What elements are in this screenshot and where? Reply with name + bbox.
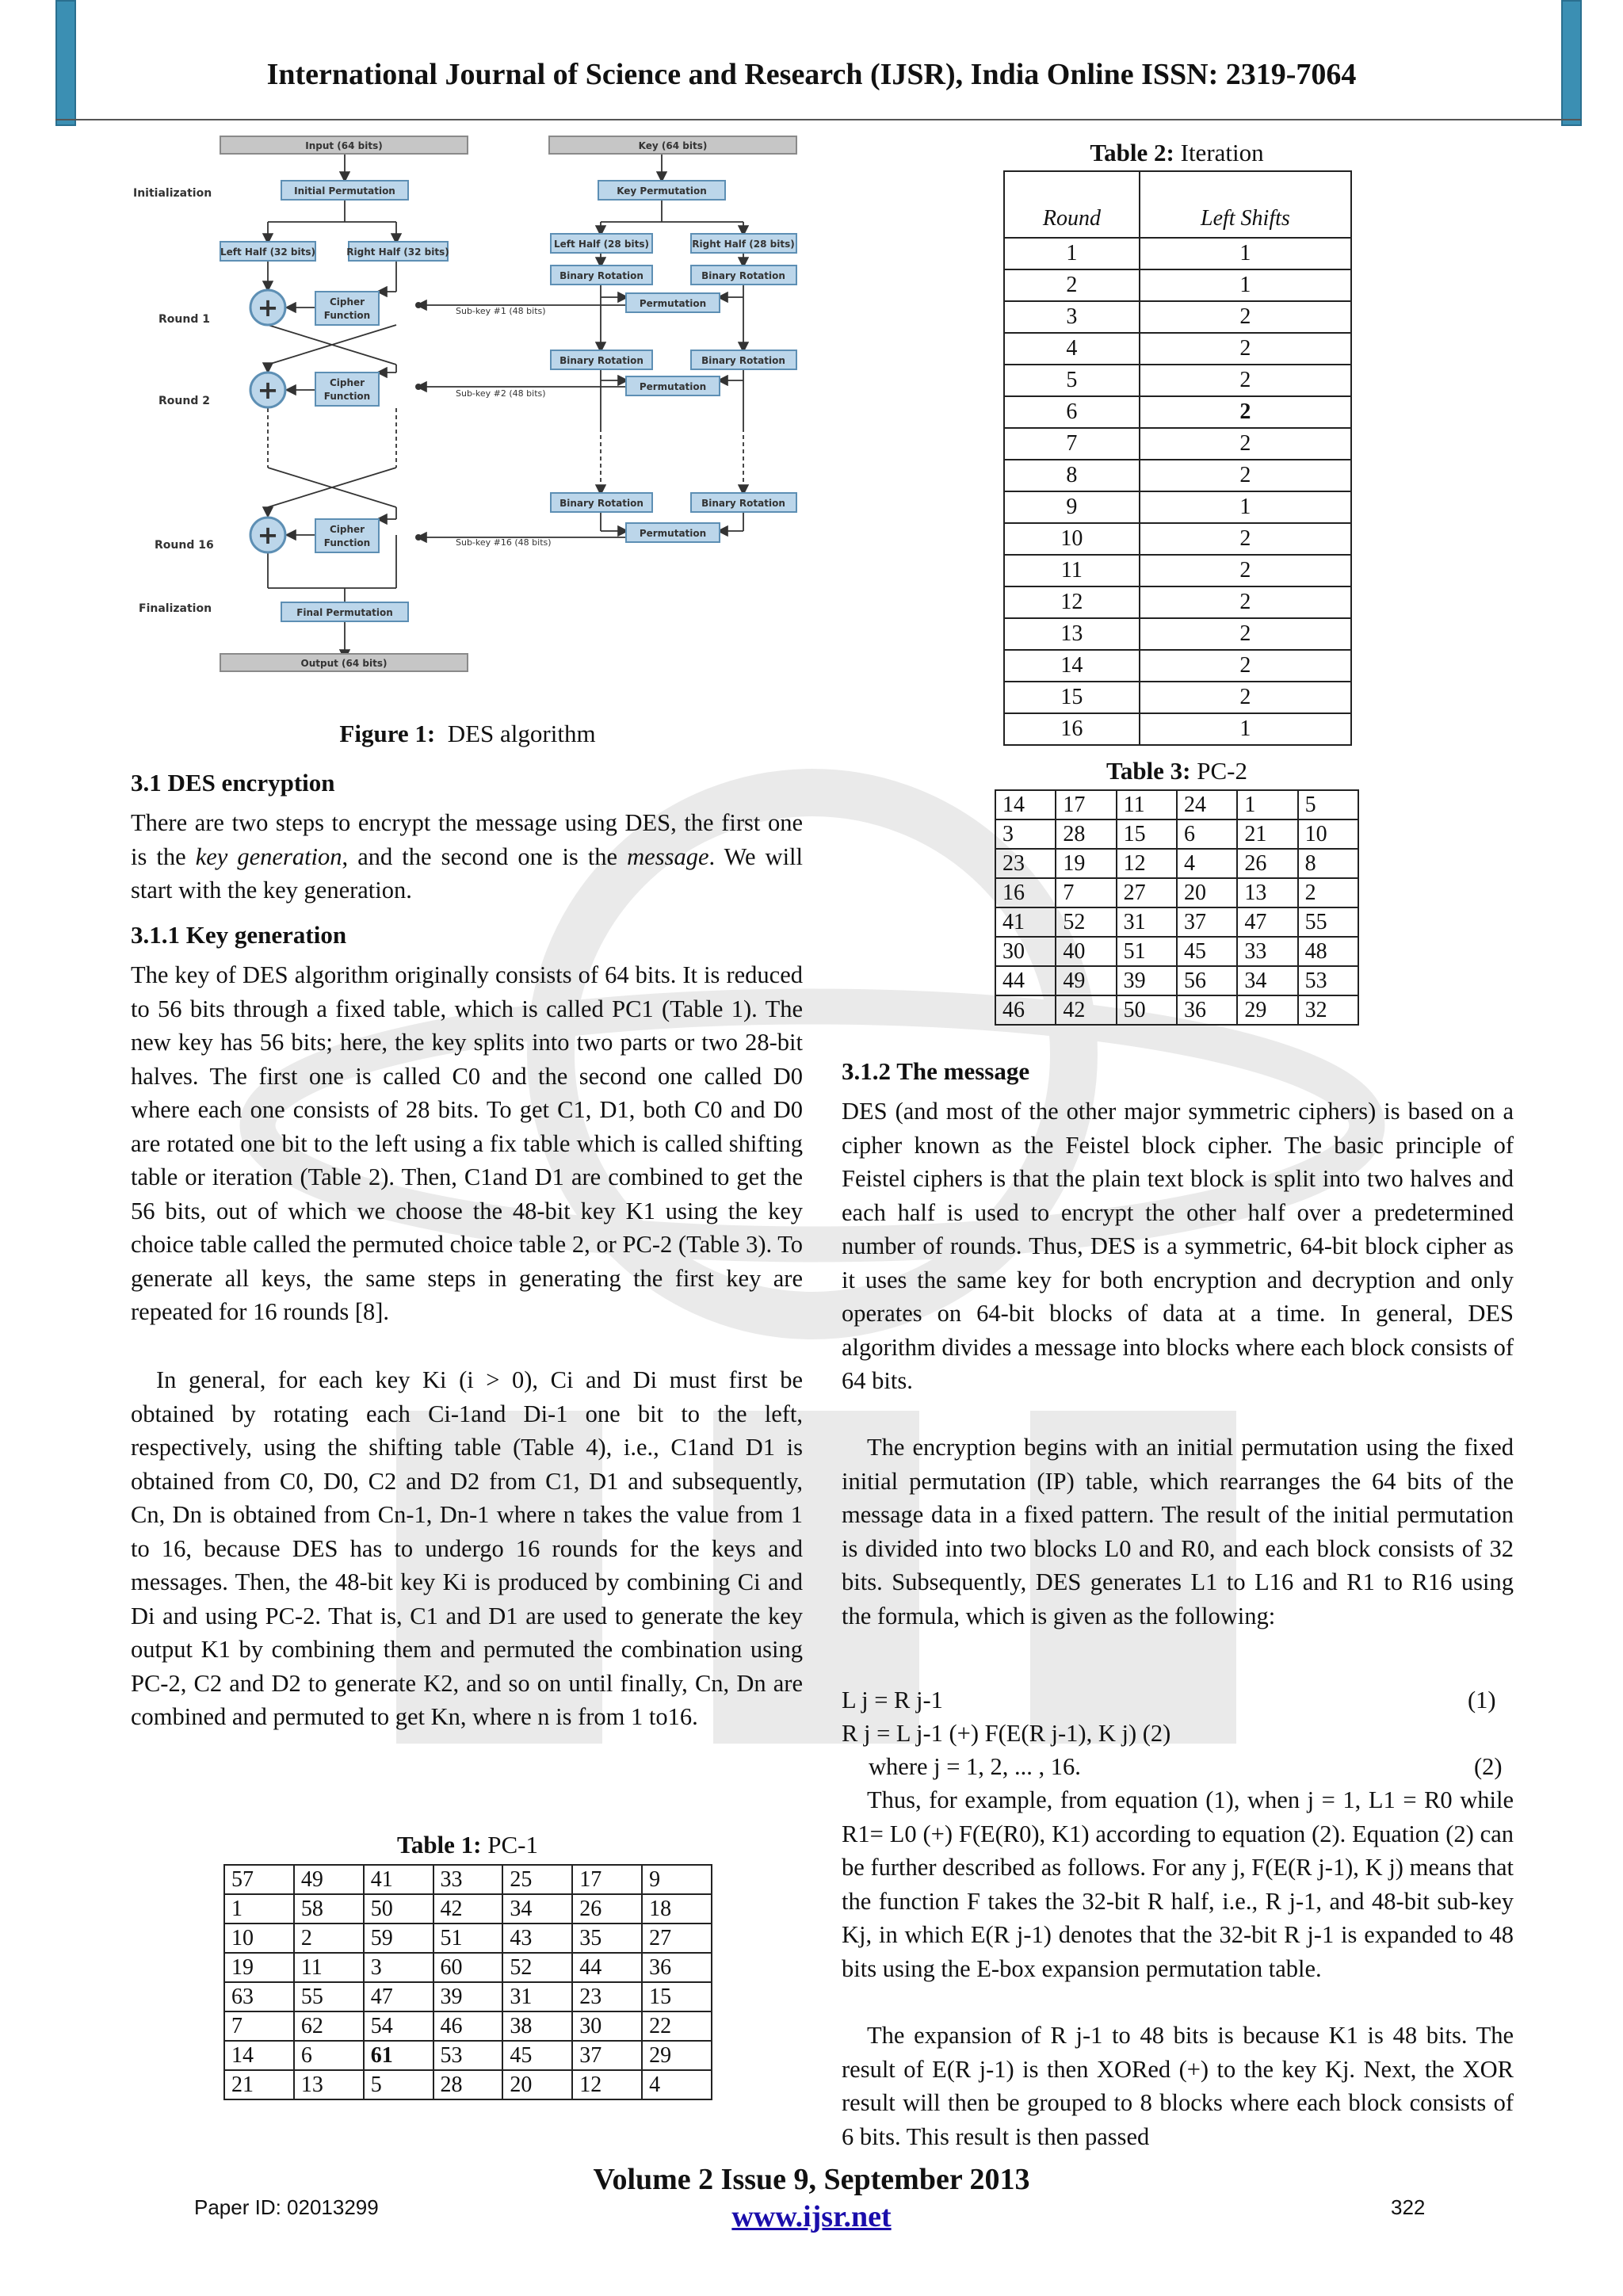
- pc1-cell: 27: [642, 1924, 712, 1953]
- pc2-row: [995, 995, 1358, 1025]
- pc2-cell: 15: [1117, 819, 1177, 849]
- equation-range-number: (2): [1474, 1753, 1503, 1780]
- pc2-cell: 46: [995, 995, 1056, 1025]
- pc1-cell: 49: [294, 1865, 364, 1894]
- pc1-cell: 34: [502, 1894, 572, 1924]
- pc2-cell: 1: [1237, 790, 1297, 819]
- pc2-cell: 34: [1237, 966, 1297, 995]
- pc2-cell: 19: [1056, 849, 1116, 878]
- pc1-row: [224, 1865, 712, 1894]
- pc2-cell: 13: [1237, 878, 1297, 907]
- pc1-cell: 43: [502, 1924, 572, 1953]
- pc1-cell: 42: [433, 1894, 503, 1924]
- pc2-cell: 26: [1237, 849, 1297, 878]
- iteration-row: [1004, 618, 1351, 650]
- pc2-cell: 30: [995, 937, 1056, 966]
- iteration-row: [1004, 555, 1351, 586]
- iteration-cell: 1: [1140, 491, 1351, 523]
- message-paragraph-1: DES (and most of the other major symmetric ciphers) is based on a cipher known as the Feistel block cipher. The basic principle of Feistel ciphers is that the plain text block is split into two halves and each half is used to encrypt the other half over a predetermined number of rounds. Thus, DES is a symmetric, 64-bit block cipher as it uses the same key for both encryption and decryption and only operates on 64-bit blocks of data at a time. In general, DES algorithm divides a message into blocks where each block consists of 64 bits.: [842, 1098, 1514, 1394]
- pc1-cell: 23: [572, 1982, 642, 2011]
- pc2-row: [995, 878, 1358, 907]
- message-paragraph-4: The expansion of R j-1 to 48 bits is because K1 is 48 bits. The result of E(R j-1) is then XORed (+) to the key Kj. Next, the XOR result will then be grouped to 8 blocks where each block consists of 6 bits. This result is then passed: [842, 2022, 1514, 2150]
- pc1-cell: 25: [502, 1865, 572, 1894]
- iteration-row: [1004, 460, 1351, 491]
- svg-text:Cipher: Cipher: [329, 296, 365, 308]
- key-generation-paragraph-2: In general, for each key Ki (i > 0), Ci and Di must first be obtained by rotating each Ci-1and Di-1 one bit to the left, respectively, using the shifting table (Table 4), i.e., C1and D1 is obtained from C0, D0, C2 and D2 from C1, D1 and subsequently, Cn, Dn is obtained from Cn-1, Dn-1 where n takes the value from 1 to 16, because DES has to undergo 16 rounds for the keys and messages. Then, the 48-bit key Ki is produced by combining Ci and Di and using PC-2. That is, C1 and D1 are used to generate the key output K1 by combining them and permuted the combination using PC-2, C2 and D2 to generate K2, and so on until finally, Cn, Dn are combined and permuted to get Kn, where n is from 1 to16.: [131, 1366, 803, 1730]
- svg-text:+: +: [257, 375, 279, 405]
- iteration-cell: 1: [1140, 713, 1351, 745]
- pc1-cell: 62: [294, 2011, 364, 2041]
- message-paragraph-3: Thus, for example, from equation (1), when j = 1, L1 = R0 while R1= L0 (+) F(E(R0), K1) according to equation (2). Equation (2) can be further described as follows. For any j, F(E(R j-1), K j) means that the function F takes the 32-bit R half, i.e., R j-1, and 48-bit sub-key Kj, in which E(R j-1) denotes that the 32-bit R j-1 is expanded to 48 bits using the E-box expansion permutation table.: [842, 1786, 1514, 1982]
- iteration-cell: 13: [1004, 618, 1140, 650]
- svg-text:Permutation: Permutation: [639, 298, 707, 309]
- footer-volume: Volume 2 Issue 9, September 2013: [593, 2163, 1030, 2196]
- pc2-cell: 10: [1298, 819, 1358, 849]
- iteration-row: [1004, 269, 1351, 301]
- iteration-col-shifts: Left Shifts: [1140, 171, 1351, 238]
- svg-text:Function: Function: [323, 310, 371, 321]
- table-pc1: [223, 1864, 712, 2100]
- iteration-row: [1004, 523, 1351, 555]
- svg-text:Sub-key #2 (48 bits): Sub-key #2 (48 bits): [456, 388, 546, 399]
- pc1-cell: 35: [572, 1924, 642, 1953]
- pc2-cell: 3: [995, 819, 1056, 849]
- iteration-cell: 15: [1004, 682, 1140, 713]
- pc1-cell: 45: [502, 2041, 572, 2070]
- pc1-cell: 11: [294, 1953, 364, 1982]
- pc1-row: [224, 2041, 712, 2070]
- footer-url-link[interactable]: www.ijsr.net: [731, 2200, 892, 2233]
- pc1-cell: 3: [364, 1953, 433, 1982]
- pc1-cell: 28: [433, 2070, 503, 2099]
- key-generation-paragraph-1: The key of DES algorithm originally consists of 64 bits. It is reduced to 56 bits through a fixed table, which is called PC1 (Table 1). The new key has 56 bits; here, the key splits into two parts or two 28-bit halves. The first one is called C0 and the second one called D0 where each one consists of 28 bits. To get C1, D1, both C0 and D0 are rotated one bit to the left using a fix table which is called shifting table or iteration (Table 2). Then, C1and D1 are combined to get the 56 bits, out of which we choose the 48-bit key K1 using the key choice table called the permuted choice table 2, or PC-2 (Table 3). To generate all keys, the same steps in generating the first key are repeated for 16 rounds [8].: [131, 961, 803, 1325]
- svg-text:Sub-key #16 (48 bits): Sub-key #16 (48 bits): [456, 537, 552, 548]
- iteration-cell: 12: [1004, 586, 1140, 618]
- iteration-row: [1004, 586, 1351, 618]
- pc1-cell: 13: [294, 2070, 364, 2099]
- pc2-cell: 47: [1237, 907, 1297, 937]
- iteration-row: [1004, 301, 1351, 333]
- svg-text:+: +: [257, 292, 279, 323]
- des-algorithm-figure: [127, 135, 824, 690]
- section-3-1-1-heading: 3.1.1 Key generation: [131, 921, 347, 949]
- pc1-cell: 15: [642, 1982, 712, 2011]
- pc2-cell: 36: [1177, 995, 1237, 1025]
- pc2-cell: 50: [1117, 995, 1177, 1025]
- pc1-cell: 18: [642, 1894, 712, 1924]
- iteration-cell: 14: [1004, 650, 1140, 682]
- pc2-row: [995, 966, 1358, 995]
- pc2-cell: 12: [1117, 849, 1177, 878]
- svg-text:Cipher: Cipher: [329, 377, 365, 388]
- pc1-cell: 38: [502, 2011, 572, 2041]
- svg-text:Initialization: Initialization: [133, 187, 212, 200]
- pc1-cell: 44: [572, 1953, 642, 1982]
- pc1-cell: 50: [364, 1894, 433, 1924]
- pc1-cell: 37: [572, 2041, 642, 2070]
- pc2-row: [995, 790, 1358, 819]
- iteration-cell: 10: [1004, 523, 1140, 555]
- pc2-cell: 33: [1237, 937, 1297, 966]
- iteration-row: [1004, 238, 1351, 269]
- header-rule: [55, 119, 1581, 120]
- table-iteration: [1003, 170, 1352, 746]
- svg-text:Round 2: Round 2: [158, 395, 210, 407]
- pc1-row: [224, 1982, 712, 2011]
- pc2-cell: 23: [995, 849, 1056, 878]
- iteration-cell: 2: [1140, 333, 1351, 365]
- pc1-row: [224, 2011, 712, 2041]
- iteration-cell: 2: [1140, 365, 1351, 396]
- fig-key-label: Key (64 bits): [638, 140, 708, 151]
- iteration-cell: 1: [1004, 238, 1140, 269]
- pc2-cell: 27: [1117, 878, 1177, 907]
- iteration-cell: 6: [1004, 396, 1140, 428]
- svg-text:Round 1: Round 1: [158, 313, 210, 326]
- table3-caption: Table 3: PC-2: [1106, 757, 1248, 785]
- pc1-cell: 55: [294, 1982, 364, 2011]
- iteration-cell: 4: [1004, 333, 1140, 365]
- iteration-cell: 2: [1140, 301, 1351, 333]
- pc2-cell: 39: [1117, 966, 1177, 995]
- pc1-cell: 7: [224, 2011, 294, 2041]
- iteration-cell: 2: [1140, 618, 1351, 650]
- pc1-cell: 19: [224, 1953, 294, 1982]
- svg-text:Binary Rotation: Binary Rotation: [559, 270, 643, 281]
- pc2-cell: 14: [995, 790, 1056, 819]
- pc2-cell: 32: [1298, 995, 1358, 1025]
- iteration-cell: 2: [1004, 269, 1140, 301]
- iteration-cell: 2: [1140, 555, 1351, 586]
- pc2-cell: 45: [1177, 937, 1237, 966]
- iteration-cell: 2: [1140, 650, 1351, 682]
- svg-text:Binary Rotation: Binary Rotation: [701, 498, 785, 509]
- pc1-cell: 63: [224, 1982, 294, 2011]
- equation-1: L j = R j-1: [842, 1687, 943, 1713]
- journal-header: International Journal of Science and Research (IJSR), India Online ISSN: 2319-7064: [266, 58, 1357, 91]
- table1-caption: Table 1: PC-1: [396, 1831, 539, 1859]
- pc2-cell: 28: [1056, 819, 1116, 849]
- pc2-cell: 37: [1177, 907, 1237, 937]
- pc1-cell: 5: [364, 2070, 433, 2099]
- pc2-cell: 21: [1237, 819, 1297, 849]
- iteration-cell: 16: [1004, 713, 1140, 745]
- svg-text:Function: Function: [323, 537, 371, 548]
- iteration-cell: 11: [1004, 555, 1140, 586]
- pc2-cell: 5: [1298, 790, 1358, 819]
- pc1-cell: 4: [642, 2070, 712, 2099]
- svg-text:Binary Rotation: Binary Rotation: [701, 355, 785, 366]
- figure1-caption: Figure 1: DES algorithm: [339, 720, 596, 747]
- pc1-cell: 59: [364, 1924, 433, 1953]
- pc2-cell: 2: [1298, 878, 1358, 907]
- iteration-row: [1004, 396, 1351, 428]
- section-3-1-paragraph: There are two steps to encrypt the message using DES, the first one is the key generation, and the second one is the message. We will start with the key generation.: [131, 809, 804, 904]
- iteration-cell: 9: [1004, 491, 1140, 523]
- pc1-row: [224, 1924, 712, 1953]
- iteration-row: [1004, 365, 1351, 396]
- pc2-cell: 7: [1056, 878, 1116, 907]
- pc1-cell: 9: [642, 1865, 712, 1894]
- equation-range: where j = 1, 2, ... , 16.: [869, 1753, 1081, 1780]
- pc2-cell: 52: [1056, 907, 1116, 937]
- pc1-cell: 20: [502, 2070, 572, 2099]
- iteration-cell: 2: [1140, 396, 1351, 428]
- pc2-row: [995, 819, 1358, 849]
- pc2-cell: 8: [1298, 849, 1358, 878]
- section-3-1-2-heading: 3.1.2 The message: [842, 1057, 1030, 1085]
- pc1-cell: 30: [572, 2011, 642, 2041]
- pc2-cell: 11: [1117, 790, 1177, 819]
- pc1-cell: 26: [572, 1894, 642, 1924]
- svg-text:Permutation: Permutation: [639, 528, 707, 539]
- pc1-cell: 46: [433, 2011, 503, 2041]
- iteration-row: [1004, 333, 1351, 365]
- pc2-cell: 53: [1298, 966, 1358, 995]
- svg-text:Binary Rotation: Binary Rotation: [559, 498, 643, 509]
- pc1-cell: 60: [433, 1953, 503, 1982]
- iteration-row: [1004, 682, 1351, 713]
- pc2-cell: 44: [995, 966, 1056, 995]
- equation-2: R j = L j-1 (+) F(E(R j-1), K j) (2): [842, 1720, 1171, 1747]
- iteration-cell: 2: [1140, 682, 1351, 713]
- pc1-cell: 6: [294, 2041, 364, 2070]
- iteration-cell: 2: [1140, 428, 1351, 460]
- svg-text:Initial Permutation: Initial Permutation: [294, 185, 395, 197]
- pc1-cell: 36: [642, 1953, 712, 1982]
- pc1-cell: 17: [572, 1865, 642, 1894]
- fig-input-label: Input (64 bits): [305, 140, 383, 151]
- iteration-col-round: Round: [1004, 171, 1140, 238]
- equation-1-number: (1): [1468, 1687, 1496, 1713]
- message-paragraph-2: The encryption begins with an initial permutation using the fixed initial permutation (IP) table, which rearranges the 64 bits of the message data in a fixed pattern. The result of the initial permutation is divided into two blocks L0 and R0, and each block consists of 32 bits. Subsequently, DES generates L1 to L16 and R1 to R16 using the formula, which is given as the following:: [842, 1434, 1514, 1629]
- svg-text:Permutation: Permutation: [639, 381, 707, 392]
- pc1-cell: 31: [502, 1982, 572, 2011]
- pc2-cell: 29: [1237, 995, 1297, 1025]
- pc1-cell: 61: [364, 2041, 433, 2070]
- pc1-cell: 33: [433, 1865, 503, 1894]
- pc2-row: [995, 849, 1358, 878]
- pc2-cell: 6: [1177, 819, 1237, 849]
- iteration-cell: 2: [1140, 460, 1351, 491]
- pc1-cell: 39: [433, 1982, 503, 2011]
- pc1-cell: 10: [224, 1924, 294, 1953]
- pc2-cell: 48: [1298, 937, 1358, 966]
- table2-caption: Table 2: Iteration: [1090, 139, 1264, 166]
- svg-text:Binary Rotation: Binary Rotation: [559, 355, 643, 366]
- footer-paper-id: Paper ID: 02013299: [194, 2195, 379, 2219]
- iteration-cell: 7: [1004, 428, 1140, 460]
- pc2-cell: 55: [1298, 907, 1358, 937]
- svg-text:Finalization: Finalization: [139, 602, 212, 615]
- footer-page-number: 322: [1391, 2195, 1426, 2219]
- pc1-cell: 57: [224, 1865, 294, 1894]
- iteration-cell: 2: [1140, 586, 1351, 618]
- svg-text:Final Permutation: Final Permutation: [296, 607, 393, 618]
- pc2-cell: 20: [1177, 878, 1237, 907]
- pc1-row: [224, 2070, 712, 2099]
- svg-text:Right Half (28 bits): Right Half (28 bits): [692, 239, 795, 250]
- table-pc2: [995, 789, 1359, 1026]
- svg-text:Right Half (32 bits): Right Half (32 bits): [346, 246, 449, 258]
- pc2-cell: 41: [995, 907, 1056, 937]
- pc2-cell: 42: [1056, 995, 1116, 1025]
- iteration-cell: 1: [1140, 238, 1351, 269]
- pc2-cell: 4: [1177, 849, 1237, 878]
- pc1-cell: 53: [433, 2041, 503, 2070]
- pc2-cell: 16: [995, 878, 1056, 907]
- pc1-cell: 12: [572, 2070, 642, 2099]
- pc1-cell: 2: [294, 1924, 364, 1953]
- pc1-cell: 41: [364, 1865, 433, 1894]
- iteration-row: [1004, 491, 1351, 523]
- iteration-row: [1004, 428, 1351, 460]
- svg-text:Left Half (32 bits): Left Half (32 bits): [220, 246, 315, 258]
- svg-text:Key Permutation: Key Permutation: [617, 185, 707, 197]
- pc2-row: [995, 907, 1358, 937]
- pc1-row: [224, 1953, 712, 1982]
- pc1-cell: 22: [642, 2011, 712, 2041]
- svg-text:Output (64 bits): Output (64 bits): [300, 658, 388, 669]
- pc1-cell: 51: [433, 1924, 503, 1953]
- pc2-cell: 17: [1056, 790, 1116, 819]
- pc1-cell: 21: [224, 2070, 294, 2099]
- iteration-cell: 2: [1140, 523, 1351, 555]
- iteration-row: [1004, 713, 1351, 745]
- svg-text:Function: Function: [323, 391, 371, 402]
- svg-text:Binary Rotation: Binary Rotation: [701, 270, 785, 281]
- pc2-cell: 31: [1117, 907, 1177, 937]
- pc1-row: [224, 1894, 712, 1924]
- section-3-1-heading: 3.1 DES encryption: [131, 769, 335, 797]
- pc1-cell: 29: [642, 2041, 712, 2070]
- iteration-cell: 5: [1004, 365, 1140, 396]
- svg-text:Round 16: Round 16: [155, 539, 214, 552]
- iteration-row: [1004, 650, 1351, 682]
- pc1-cell: 47: [364, 1982, 433, 2011]
- iteration-cell: 8: [1004, 460, 1140, 491]
- iteration-cell: 3: [1004, 301, 1140, 333]
- pc2-cell: 51: [1117, 937, 1177, 966]
- svg-text:Left Half (28 bits): Left Half (28 bits): [554, 239, 649, 250]
- pc2-cell: 56: [1177, 966, 1237, 995]
- pc1-cell: 52: [502, 1953, 572, 1982]
- iteration-cell: 1: [1140, 269, 1351, 301]
- iteration-header-row: [1004, 171, 1351, 238]
- pc2-row: [995, 937, 1358, 966]
- pc1-cell: 58: [294, 1894, 364, 1924]
- svg-text:Cipher: Cipher: [329, 524, 365, 535]
- pc2-cell: 40: [1056, 937, 1116, 966]
- pc1-cell: 1: [224, 1894, 294, 1924]
- pc1-cell: 14: [224, 2041, 294, 2070]
- svg-text:Sub-key #1 (48 bits): Sub-key #1 (48 bits): [456, 306, 546, 316]
- svg-text:+: +: [257, 520, 279, 550]
- pc2-cell: 49: [1056, 966, 1116, 995]
- pc1-cell: 54: [364, 2011, 433, 2041]
- pc2-cell: 24: [1177, 790, 1237, 819]
